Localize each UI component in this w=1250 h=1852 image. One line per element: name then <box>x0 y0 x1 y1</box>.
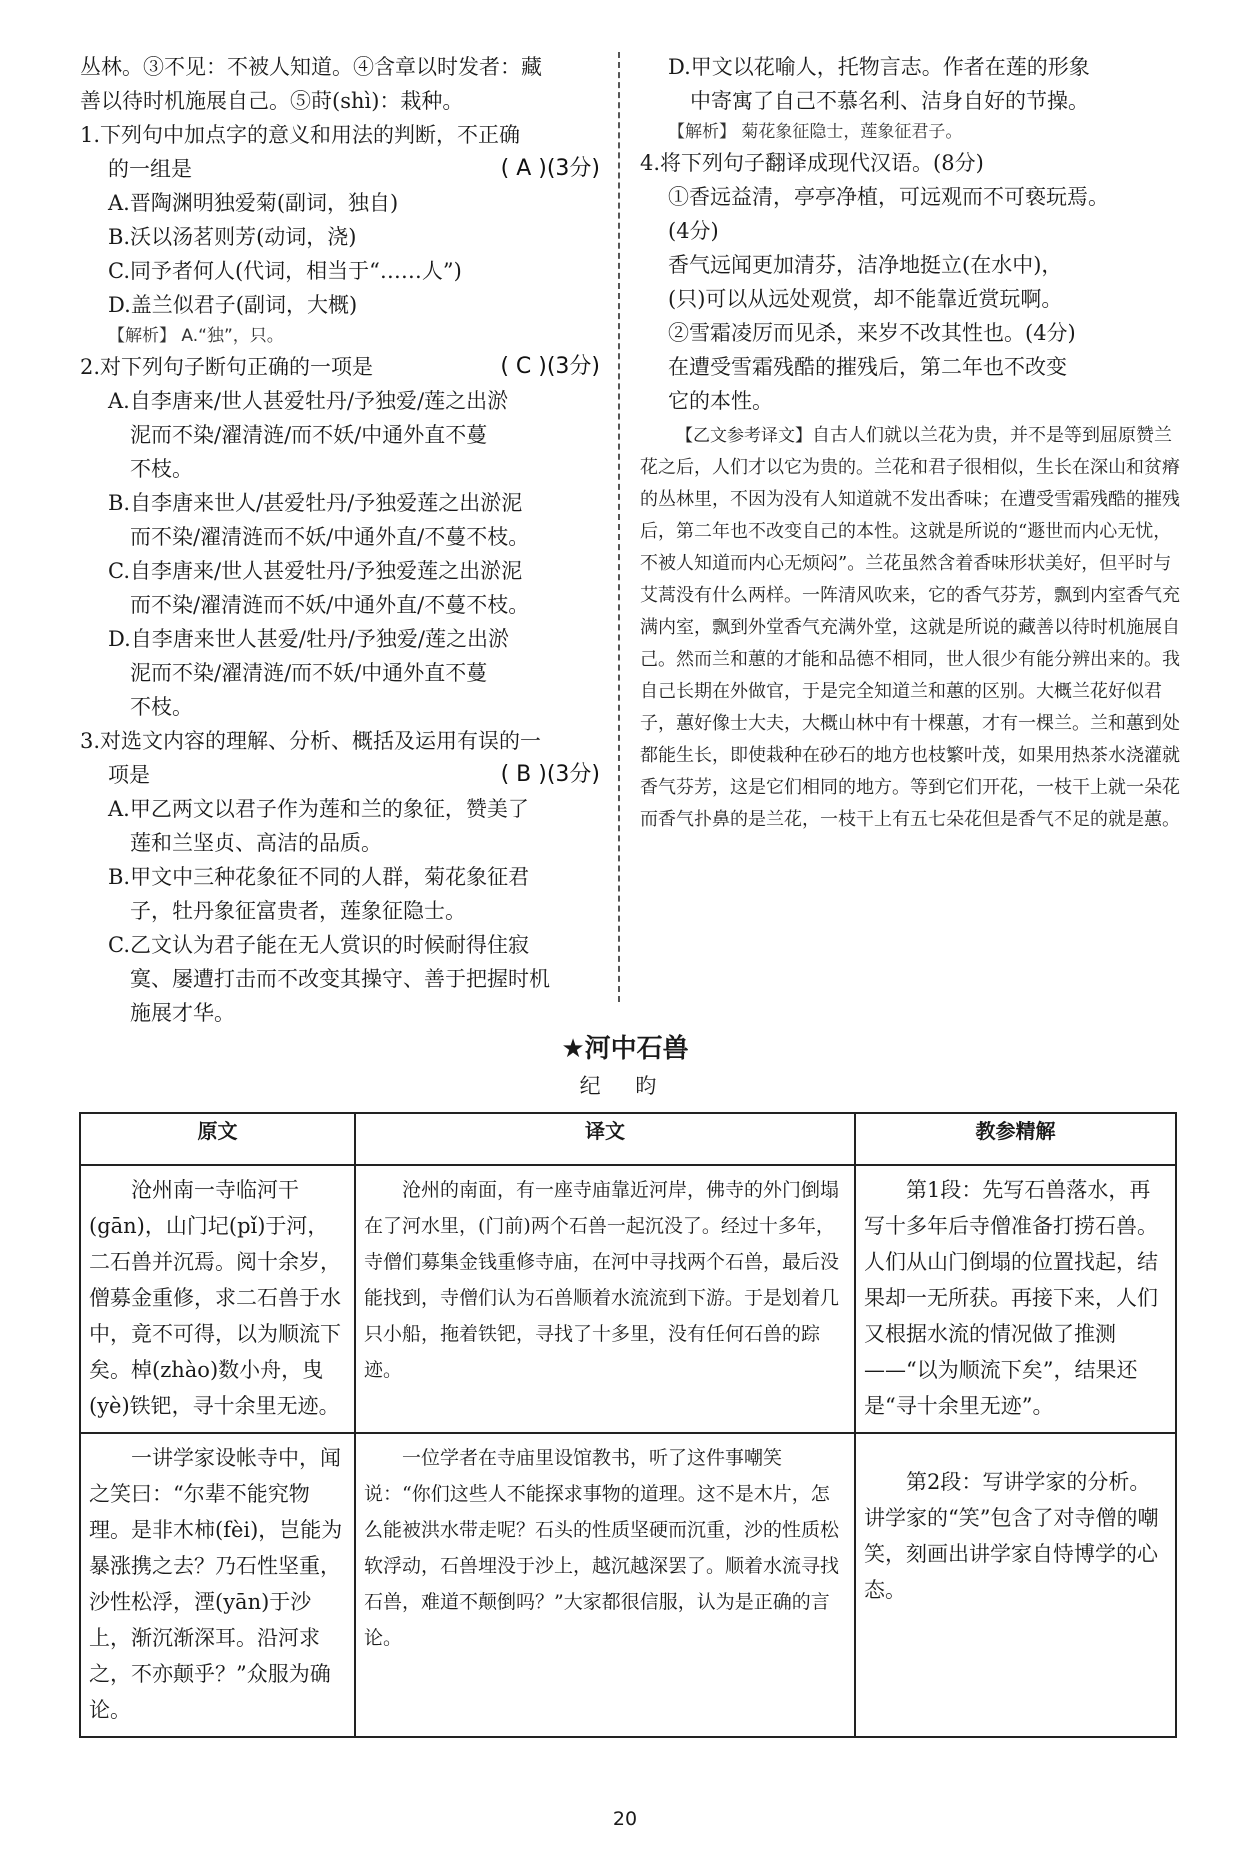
q2-option-line: D.自李唐来世人甚爱/牡丹/予独爱/莲之出淤 <box>108 627 509 651</box>
q3-option-line: 莲和兰坚贞、高洁的品质。 <box>130 831 382 855</box>
page-number: 20 <box>612 1808 638 1830</box>
q2-option-line: 而不染/濯清涟而不妖/中通外直/不蔓不枝。 <box>130 593 530 617</box>
right-column <box>640 50 1180 836</box>
q3-option-line: 中寄寓了自己不慕名利、洁身自好的节操。 <box>690 89 1089 113</box>
q3-stem: 3.对选文内容的理解、分析、概括及运用有误的一 <box>80 729 542 753</box>
q2-option-line: 泥而不染/濯清涟/而不妖/中通外直不蔓 <box>130 423 488 447</box>
reference-label: 【乙文参考译文】 <box>676 426 812 446</box>
q1-option: A.晋陶渊明独爱菊(副词，独自) <box>108 191 399 215</box>
q1-option: D.盖兰似君子(副词，大概) <box>108 293 358 317</box>
header-translation: 译文 <box>355 1113 855 1165</box>
q4-sentence: (4分) <box>668 219 719 243</box>
q3-option-line: C.乙文认为君子能在无人赏识的时候耐得住寂 <box>108 933 529 957</box>
q1-stem: 1.下列句中加点字的意义和用法的判断，不正确 <box>80 123 521 147</box>
q4-sentence: ①香远益清，亭亭净植，可远观而不可亵玩焉。 <box>668 185 1109 209</box>
q4-answer: 香气远闻更加清芬，洁净地挺立(在水中)， <box>668 253 1063 277</box>
notes-cell: 第2段：写讲学家的分析。讲学家的“笑”包含了对寺僧的嘲笑，刻画出讲学家自恃博学的心态。 <box>855 1433 1176 1737</box>
original-text-cell: 沧州南一寺临河干(gān)，山门圮(pǐ)于河，二石兽并沉焉。阅十余岁，僧募金重修，求二石兽于水中，竟不可得，以为顺流下矣。棹(zhào)数小舟，曳(yè)铁钯，寻十余里无迹。 <box>80 1165 355 1433</box>
q2-option-line: A.自李唐来/世人甚爱牡丹/予独爱/莲之出淤 <box>108 389 509 413</box>
q1-option: B.沃以汤茗则芳(动词，浇) <box>108 225 357 249</box>
reference-translation <box>640 420 1180 836</box>
q2-stem-row <box>80 350 600 384</box>
original-text-cell: 一讲学家设帐寺中，闻之笑曰：“尔辈不能究物理。是非木柿(fèi)，岂能为暴涨携之去？乃石性坚重，沙性松浮，湮(yān)于沙上，渐沉渐深耳。沿河求之，不亦颠乎？”众服为确论。 <box>80 1433 355 1737</box>
study-table <box>79 1112 1177 1738</box>
reference-text: 自古人们就以兰花为贵，并不是等到屈原赞兰花之后，人们才以它为贵的。兰花和君子很相似，生长在深山和贫瘠的丛林里，不因为没有人知道就不发出香味；在遭受雪霜残酷的摧残后，第二年也不改变自己的本性。这就是所说的“遯世而内心无忧，不被人知道而内心无烦闷”。兰花虽然含着香味形状美好，但平时与艾蒿没有什么两样。一阵清风吹来，它的香气芬芳，飘到内室香气充满内室，飘到外堂香气充满外堂，这就是所说的藏善以待时机施展自己。然而兰和蕙的才能和品德不相同，世人很少有能分辨出来的。我自己长期在外做官，于是完全知道兰和蕙的区别。大概兰花好似君子，蕙好像士大夫，大概山林中有十棵蕙，才有一棵兰。兰和蕙到处都能生长，即使栽种在砂石的地方也枝繁叶茂，如果用热茶水浇灌就香气芬芳，这是它们相同的地方。等到它们开花，一枝干上就一朵花而香气扑鼻的是兰花，一枝干上有五七朵花但是香气不足的就是蕙。 <box>640 425 1180 830</box>
q3-option-line: 施展才华。 <box>130 1001 235 1025</box>
section-author: 纪 昀 <box>579 1074 671 1098</box>
left-column <box>80 50 600 1030</box>
header-original: 原文 <box>80 1113 355 1165</box>
q4-answer: (只)可以从远处观赏，却不能靠近赏玩啊。 <box>668 287 1063 311</box>
q4-answer: 在遭受雪霜残酷的摧残后，第二年也不改变 <box>668 355 1067 379</box>
q1-stem-row <box>80 152 600 186</box>
section-title: ★河中石兽 <box>561 1034 689 1064</box>
translation-cell: 沧州的南面，有一座寺庙靠近河岸，佛寺的外门倒塌在了河水里，(门前)两个石兽一起沉没了。经过十多年，寺僧们募集金钱重修寺庙，在河中寻找两个石兽，最后没能找到，寺僧们认为石兽顺着水流流到下游。于是划着几只小船，拖着铁钯，寻找了十多里，没有任何石兽的踪迹。 <box>355 1165 855 1433</box>
q1-option: C.同予者何人(代词，相当于“……人”) <box>108 259 462 283</box>
column-divider <box>618 52 620 1002</box>
q1-analysis: 【解析】 A.“独”，只。 <box>108 326 284 346</box>
table-row <box>80 1165 1176 1433</box>
q2-answer: ( C )(3分) <box>500 354 600 379</box>
q3-analysis: 【解析】 菊花象征隐士，莲象征君子。 <box>668 122 963 142</box>
q2-option-line: 而不染/濯清涟而不妖/中通外直/不蔓不枝。 <box>130 525 530 549</box>
intro-line: 丛林。③不见：不被人知道。④含章以时发者：藏 <box>80 55 542 79</box>
q3-option-line: D.甲文以花喻人，托物言志。作者在莲的形象 <box>668 55 1090 79</box>
intro-line: 善以待时机施展自己。⑤莳(shì)：栽种。 <box>80 89 464 113</box>
q3-option-line: B.甲文中三种花象征不同的人群，菊花象征君 <box>108 865 530 889</box>
translation-cell: 一位学者在寺庙里设馆教书，听了这件事嘲笑说：“你们这些人不能探求事物的道理。这不是木片，怎么能被洪水带走呢？石头的性质坚硬而沉重，沙的性质松软浮动，石兽埋没于沙上，越沉越深罢了。顺着水流寻找石兽，难道不颠倒吗？”大家都很信服，认为是正确的言论。 <box>355 1433 855 1737</box>
q2-option-line: B.自李唐来世人/甚爱牡丹/予独爱莲之出淤泥 <box>108 491 523 515</box>
q2-option-line: C.自李唐来/世人甚爱牡丹/予独爱莲之出淤泥 <box>108 559 523 583</box>
notes-cell: 第1段：先写石兽落水，再写十多年后寺僧准备打捞石兽。人们从山门倒塌的位置找起，结果却一无所获。再接下来，人们又根据水流的情况做了推测——“以为顺流下矣”，结果还是“寻十余里无迹”。 <box>855 1165 1176 1433</box>
table-header-row <box>80 1113 1176 1165</box>
q4-sentence: ②雪霜凌厉而见杀，来岁不改其性也。(4分) <box>668 321 1076 345</box>
q3-stem-cont: 项是 <box>108 763 150 787</box>
q2-option-line: 泥而不染/濯清涟/而不妖/中通外直不蔓 <box>130 661 488 685</box>
q3-option-line: 子，牡丹象征富贵者，莲象征隐士。 <box>130 899 466 923</box>
q1-stem-cont: 的一组是 <box>108 157 192 181</box>
q3-option-line: 寞、屡遭打击而不改变其操守、善于把握时机 <box>130 967 550 991</box>
q3-stem-row <box>80 758 600 792</box>
header-notes: 教参精解 <box>855 1113 1176 1165</box>
table-row <box>80 1433 1176 1737</box>
q3-answer: ( B )(3分) <box>500 762 600 787</box>
q4-answer: 它的本性。 <box>668 389 773 413</box>
q4-stem: 4.将下列句子翻译成现代汉语。(8分) <box>640 151 984 175</box>
q2-stem: 2.对下列句子断句正确的一项是 <box>80 355 374 379</box>
q1-answer: ( A )(3分) <box>500 156 600 181</box>
q2-option-line: 不枝。 <box>130 457 193 481</box>
q2-option-line: 不枝。 <box>130 695 193 719</box>
q3-option-line: A.甲乙两文以君子作为莲和兰的象征，赞美了 <box>108 797 529 821</box>
